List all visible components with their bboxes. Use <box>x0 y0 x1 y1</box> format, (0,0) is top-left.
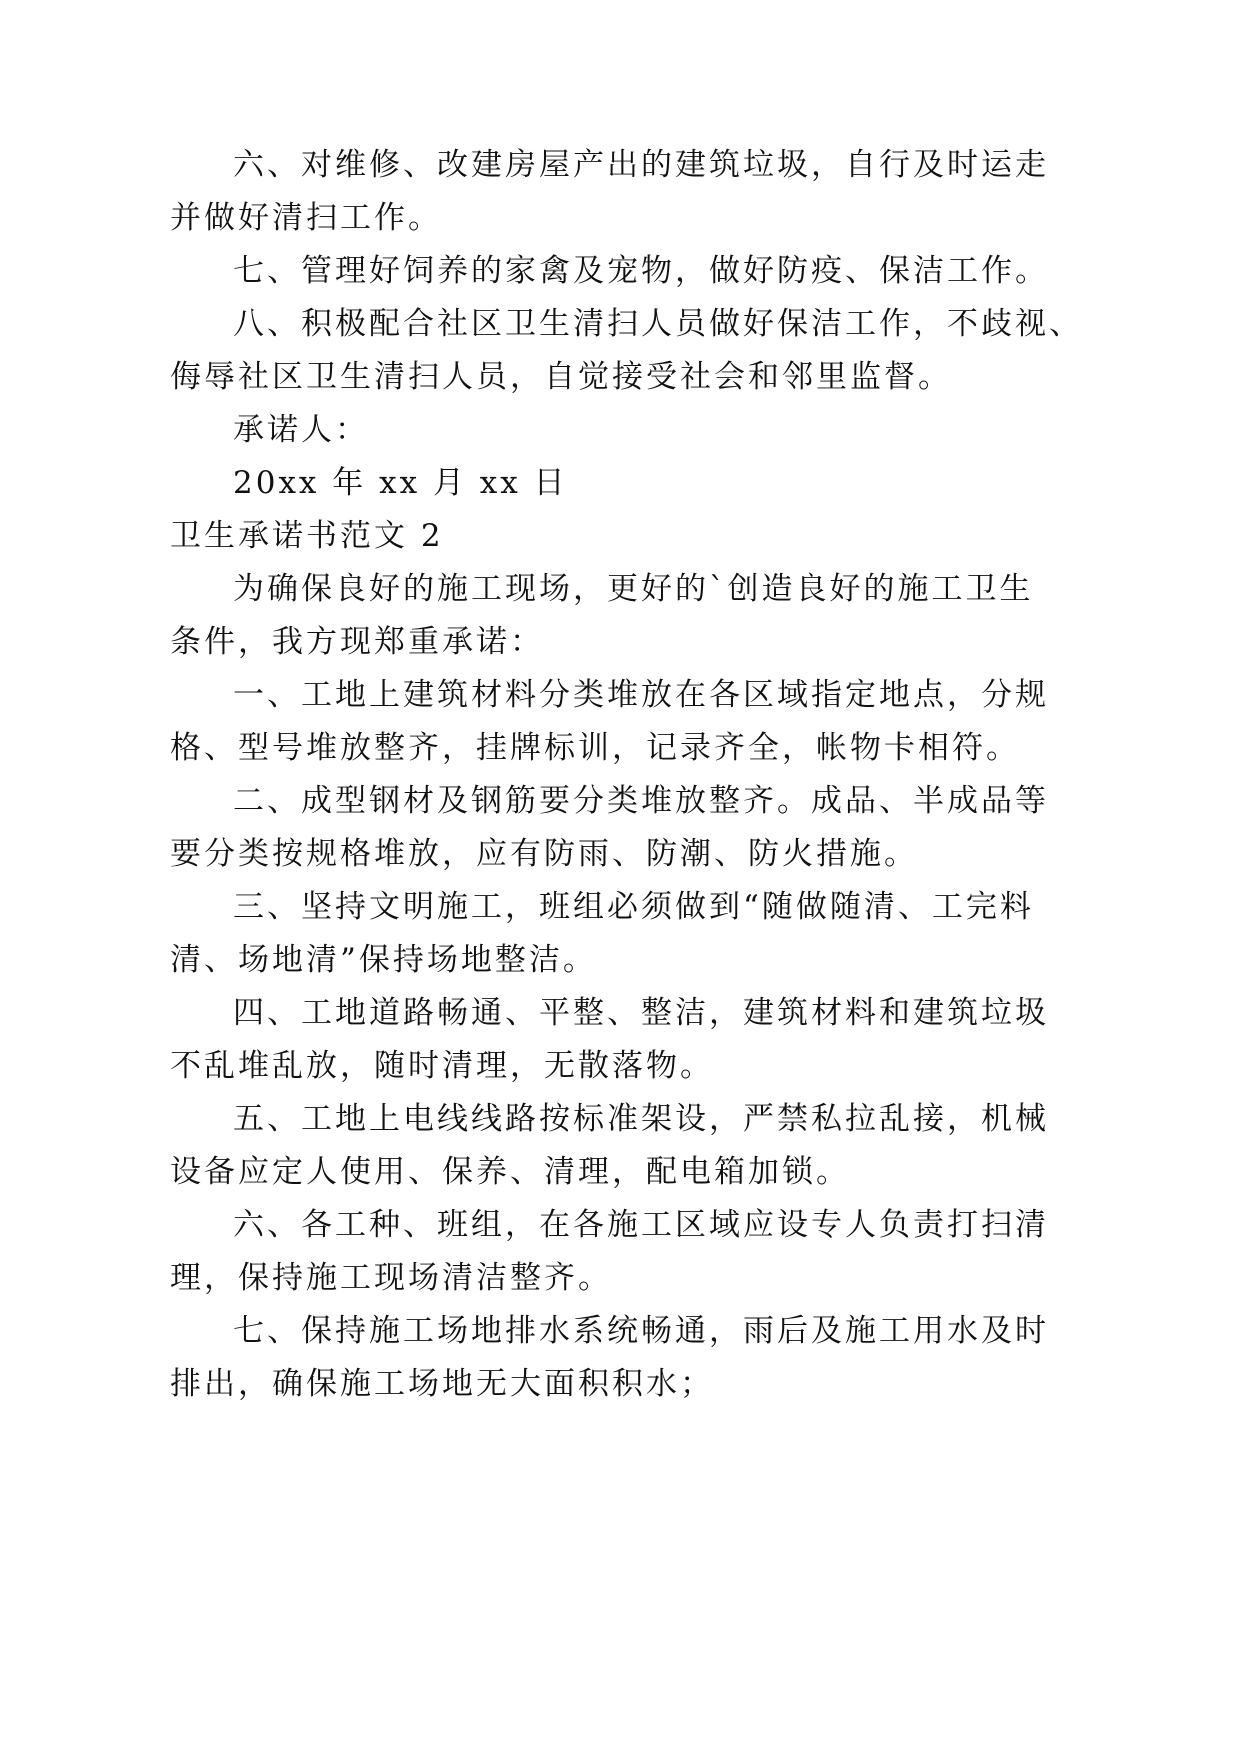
line-05: 侮辱社区卫生清扫人员，自觉接受社会和邻里监督。 <box>170 359 952 395</box>
line-20: 设备应定人使用、保养、清理，配电箱加锁。 <box>170 1154 850 1190</box>
line-01: 六、对维修、改建房屋产出的建筑垃圾，自行及时运走 <box>233 147 1049 183</box>
line-15: 三、坚持文明施工，班组必须做到“随做随清、工完料 <box>233 889 1034 925</box>
signatory-label: 承诺人： <box>233 412 369 448</box>
line-21: 六、各工种、班组，在各施工区域应设专人负责打扫清 <box>233 1207 1049 1243</box>
line-04: 八、积极配合社区卫生清扫人员做好保洁工作，不歧视、 <box>233 306 1083 342</box>
line-09: 为确保良好的施工现场，更好的`创造良好的施工卫生 <box>233 571 1034 607</box>
line-24: 排出，确保施工场地无大面积积水； <box>170 1366 714 1402</box>
line-14: 要分类按规格堆放，应有防雨、防潮、防火措施。 <box>170 836 918 872</box>
line-18: 不乱堆乱放，随时清理，无散落物。 <box>170 1048 714 1084</box>
line-10: 条件，我方现郑重承诺： <box>170 624 544 660</box>
line-16: 清、场地清”保持场地整洁。 <box>170 942 597 978</box>
line-02: 并做好清扫工作。 <box>170 200 442 236</box>
section-title: 卫生承诺书范文 2 <box>170 518 444 554</box>
date-line: 20xx 年 xx 月 xx 日 <box>233 465 568 501</box>
line-17: 四、工地道路畅通、平整、整洁，建筑材料和建筑垃圾 <box>233 995 1049 1031</box>
line-03: 七、管理好饲养的家禽及宠物，做好防疫、保洁工作。 <box>233 253 1049 289</box>
line-23: 七、保持施工场地排水系统畅通，雨后及施工用水及时 <box>233 1313 1049 1349</box>
line-13: 二、成型钢材及钢筋要分类堆放整齐。成品、半成品等 <box>233 783 1049 819</box>
line-12: 格、型号堆放整齐，挂牌标训，记录齐全，帐物卡相符。 <box>170 730 1020 766</box>
line-19: 五、工地上电线线路按标准架设，严禁私拉乱接，机械 <box>233 1101 1049 1137</box>
line-11: 一、工地上建筑材料分类堆放在各区域指定地点，分规 <box>233 677 1049 713</box>
line-22: 理，保持施工现场清洁整齐。 <box>170 1260 612 1296</box>
